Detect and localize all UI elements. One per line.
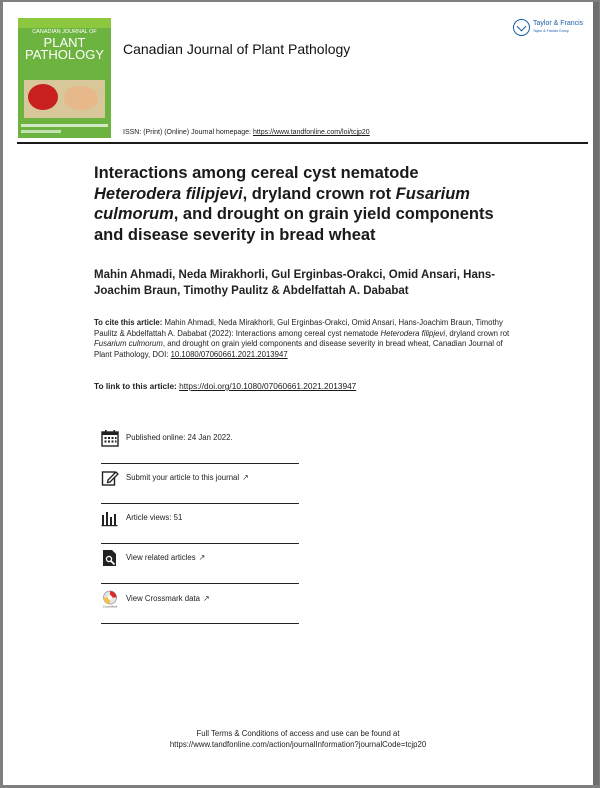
article-views-row xyxy=(101,509,299,529)
article-views-label: Article views: 51 xyxy=(126,513,183,522)
issn-prefix: ISSN: (Print) (Online) Journal homepage: xyxy=(123,129,253,136)
journal-cover-image xyxy=(18,18,111,138)
cover-leaf-red xyxy=(28,84,58,110)
article-title-part: , and drought on grain yield components and disease severity in bread wheat xyxy=(94,205,494,244)
divider xyxy=(101,463,299,464)
article-title-genus: Fusarium xyxy=(395,184,470,203)
pdf-page xyxy=(3,2,593,785)
citation-italic: Heterodera filipjevi xyxy=(380,328,446,338)
article-title xyxy=(94,163,524,245)
crossmark-row[interactable] xyxy=(101,590,299,610)
bar-chart-icon xyxy=(101,509,119,527)
document-search-icon xyxy=(101,549,119,567)
divider xyxy=(101,623,299,624)
crossmark-icon-text: CrossMark xyxy=(102,604,118,608)
article-title-species: Heterodera filipjevi xyxy=(94,184,243,203)
header-divider xyxy=(17,142,588,144)
related-articles-label: View related articles xyxy=(126,553,196,562)
external-link-icon: ↗ xyxy=(242,473,249,482)
journal-title[interactable]: Canadian Journal of Plant Pathology xyxy=(123,41,351,57)
cover-top-bar xyxy=(18,18,111,28)
citation-text: , dryland crown rot xyxy=(445,328,510,338)
footer-terms-url[interactable]: https://www.tandfonline.com/action/journalInformation?journalCode=tcjp20 xyxy=(169,739,427,749)
doi-link[interactable]: 10.1080/07060661.2021.2013947 xyxy=(170,349,288,359)
journal-homepage-link[interactable]: https://www.tandfonline.com/loi/tcjp20 xyxy=(252,129,370,136)
published-online-label: Published online: 24 Jan 2022. xyxy=(126,433,233,442)
article-title-part: Interactions among cereal cyst nematode xyxy=(94,164,419,182)
citation-text: , and drought on grain yield components and disease severity in bread wheat, Canadian Journal of Plant Pathology, DOI: xyxy=(94,339,503,359)
citation-label: To cite this article: xyxy=(94,318,163,327)
submit-article-label: Submit your article to this journal xyxy=(126,473,240,482)
article-title-species-2: culmorum xyxy=(94,205,174,223)
edit-icon xyxy=(101,469,119,487)
publisher-subtitle: Taylor & Francis Group xyxy=(533,29,569,33)
divider xyxy=(101,583,299,584)
cover-title-line2: PATHOLOGY xyxy=(25,47,104,62)
article-link-line xyxy=(94,381,356,391)
publisher-name: Taylor & Francis xyxy=(533,20,584,27)
cover-title xyxy=(18,37,111,61)
divider xyxy=(101,503,299,504)
taylor-francis-icon xyxy=(513,19,530,36)
external-link-icon: ↗ xyxy=(198,553,206,562)
related-articles-row[interactable] xyxy=(101,549,299,569)
crossmark-link[interactable] xyxy=(126,594,210,603)
submit-article-row[interactable] xyxy=(101,469,299,489)
citation-text: Mahin Ahmadi, Neda Mirakhorli, Gul Erginbas-Orakci, Omid Ansari, Hans-Joachim Braun, Timothy Paulitz & Abdelfattah A. Dababat (2022): Interactions among cereal cyst nematode xyxy=(94,318,503,338)
cover-footer-line-2 xyxy=(21,130,61,133)
author-list: Mahin Ahmadi, Neda Mirakhorli, Gul Erginbas-Orakci, Omid Ansari, Hans-Joachim Braun, Timothy Paulitz & Abdelfattah A. Dababat xyxy=(94,269,496,297)
footer-terms-text: Full Terms & Conditions of access and use can be found at xyxy=(196,729,400,738)
article-title-part: , dryland crown rot xyxy=(242,184,396,203)
page-edge-shadow xyxy=(593,2,599,785)
link-label: To link to this article: xyxy=(94,381,180,391)
citation-italic: Fusarium culmorum xyxy=(94,339,163,348)
related-articles-link[interactable] xyxy=(126,553,205,562)
submit-article-link[interactable] xyxy=(126,473,249,482)
cover-small-title: CANADIAN JOURNAL OF xyxy=(32,29,97,35)
citation-block xyxy=(94,318,519,360)
publisher-logo[interactable] xyxy=(513,19,588,43)
divider xyxy=(101,543,299,544)
article-doi-url-link[interactable]: https://doi.org/10.1080/07060661.2021.2013947 xyxy=(179,381,357,391)
issn-line xyxy=(123,129,370,136)
page-footer xyxy=(3,729,593,750)
calendar-icon xyxy=(101,429,119,447)
published-online-row xyxy=(101,429,299,449)
crossmark-icon xyxy=(101,590,119,608)
cover-footer-line xyxy=(21,124,108,127)
crossmark-label: View Crossmark data xyxy=(126,594,200,603)
external-link-icon: ↗ xyxy=(202,594,210,603)
cover-leaf-pale xyxy=(64,86,98,110)
cover-title-line1: PLANT xyxy=(43,35,86,50)
